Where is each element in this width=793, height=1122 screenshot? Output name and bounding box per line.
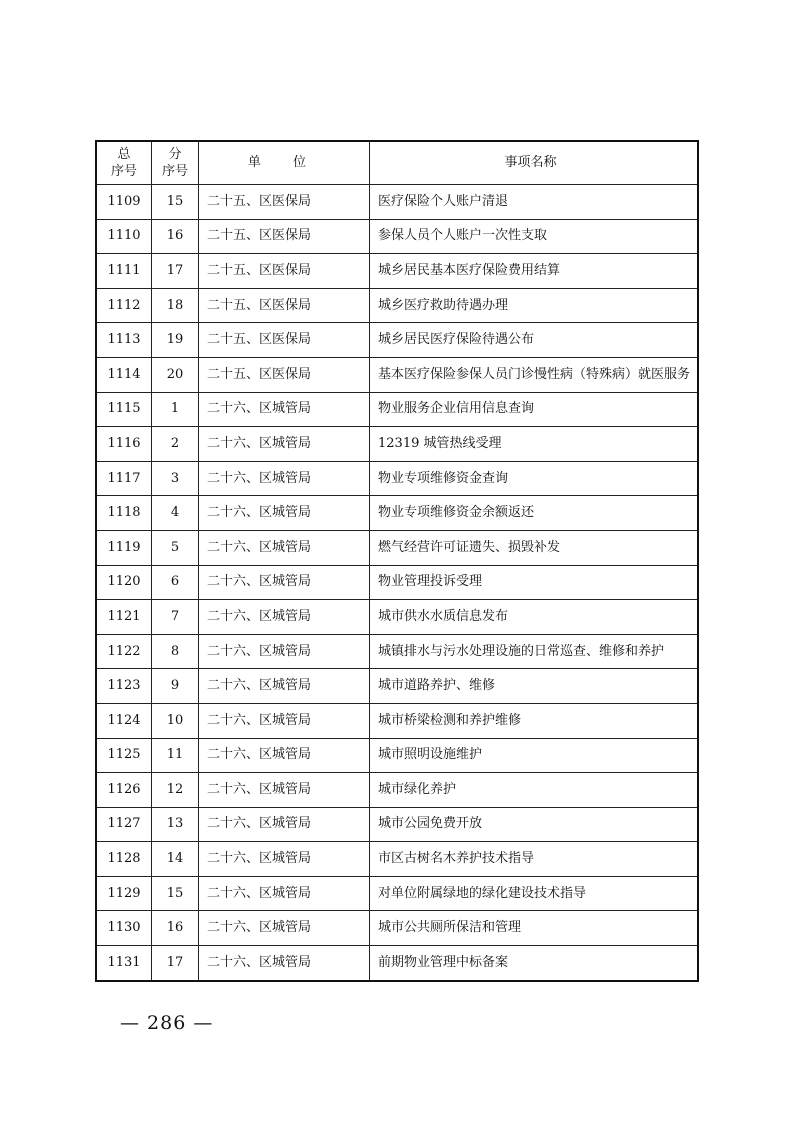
cell-sub-no: 6 [152,565,199,600]
cell-total-no: 1123 [96,669,152,704]
cell-total-no: 1131 [96,946,152,981]
table-row [96,703,698,738]
cell-unit: 二十六、区城管局 [199,565,370,600]
cell-unit: 二十六、区城管局 [199,669,370,704]
cell-sub-no: 2 [152,427,199,462]
cell-total-no: 1110 [96,219,152,254]
table-row [96,357,698,392]
cell-total-no: 1130 [96,911,152,946]
table-row [96,530,698,565]
cell-sub-no: 20 [152,357,199,392]
cell-sub-no: 16 [152,219,199,254]
cell-unit: 二十六、区城管局 [199,876,370,911]
cell-unit: 二十五、区医保局 [199,323,370,358]
cell-unit: 二十六、区城管局 [199,392,370,427]
cell-total-no: 1114 [96,357,152,392]
cell-item-name: 城市照明设施维护 [370,738,699,773]
cell-unit: 二十五、区医保局 [199,288,370,323]
cell-total-no: 1115 [96,392,152,427]
cell-total-no: 1112 [96,288,152,323]
table-row [96,288,698,323]
service-items-table [95,140,699,982]
cell-unit: 二十六、区城管局 [199,530,370,565]
cell-sub-no: 14 [152,842,199,877]
cell-unit: 二十六、区城管局 [199,461,370,496]
cell-unit: 二十六、区城管局 [199,600,370,635]
cell-item-name: 前期物业管理中标备案 [370,946,699,981]
cell-item-name: 城市道路养护、维修 [370,669,699,704]
cell-item-name: 市区古树名木养护技术指导 [370,842,699,877]
cell-item-name: 城镇排水与污水处理设施的日常巡查、维修和养护 [370,634,699,669]
cell-sub-no: 7 [152,600,199,635]
table-row [96,807,698,842]
cell-total-no: 1126 [96,773,152,808]
cell-sub-no: 13 [152,807,199,842]
cell-item-name: 城市公园免费开放 [370,807,699,842]
cell-unit: 二十六、区城管局 [199,807,370,842]
table-row [96,842,698,877]
cell-unit: 二十六、区城管局 [199,911,370,946]
cell-total-no: 1122 [96,634,152,669]
cell-unit: 二十六、区城管局 [199,842,370,877]
cell-total-no: 1118 [96,496,152,531]
cell-item-name: 物业服务企业信用信息查询 [370,392,699,427]
cell-unit: 二十五、区医保局 [199,185,370,220]
cell-total-no: 1129 [96,876,152,911]
cell-item-name: 参保人员个人账户一次性支取 [370,219,699,254]
cell-unit: 二十五、区医保局 [199,357,370,392]
cell-total-no: 1111 [96,254,152,289]
cell-total-no: 1127 [96,807,152,842]
header-item-name: 事项名称 [370,141,699,185]
cell-sub-no: 10 [152,703,199,738]
cell-sub-no: 3 [152,461,199,496]
table-row [96,496,698,531]
cell-total-no: 1119 [96,530,152,565]
cell-total-no: 1128 [96,842,152,877]
table-row [96,219,698,254]
cell-sub-no: 1 [152,392,199,427]
cell-item-name: 城乡医疗救助待遇办理 [370,288,699,323]
cell-unit: 二十六、区城管局 [199,738,370,773]
table-row [96,876,698,911]
header-total-no: 总 序号 [96,141,152,185]
cell-item-name: 城市公共厕所保洁和管理 [370,911,699,946]
header-sub-no: 分 序号 [152,141,199,185]
cell-sub-no: 5 [152,530,199,565]
cell-sub-no: 15 [152,185,199,220]
cell-sub-no: 16 [152,911,199,946]
cell-sub-no: 9 [152,669,199,704]
cell-total-no: 1116 [96,427,152,462]
cell-unit: 二十六、区城管局 [199,634,370,669]
cell-item-name: 12319 城管热线受理 [370,427,699,462]
cell-unit: 二十六、区城管局 [199,427,370,462]
cell-sub-no: 17 [152,946,199,981]
cell-item-name: 城乡居民基本医疗保险费用结算 [370,254,699,289]
table-row [96,946,698,981]
cell-sub-no: 15 [152,876,199,911]
cell-item-name: 城乡居民医疗保险待遇公布 [370,323,699,358]
cell-item-name: 城市供水水质信息发布 [370,600,699,635]
table-row [96,738,698,773]
table-row [96,254,698,289]
cell-unit: 二十六、区城管局 [199,496,370,531]
page-number: — 286 — [120,1012,214,1034]
cell-sub-no: 18 [152,288,199,323]
cell-sub-no: 19 [152,323,199,358]
table-row [96,634,698,669]
cell-item-name: 物业管理投诉受理 [370,565,699,600]
table-row [96,185,698,220]
cell-total-no: 1120 [96,565,152,600]
cell-unit: 二十六、区城管局 [199,773,370,808]
cell-total-no: 1124 [96,703,152,738]
cell-item-name: 医疗保险个人账户清退 [370,185,699,220]
cell-sub-no: 8 [152,634,199,669]
cell-item-name: 燃气经营许可证遗失、损毁补发 [370,530,699,565]
cell-item-name: 对单位附属绿地的绿化建设技术指导 [370,876,699,911]
table-row [96,427,698,462]
cell-item-name: 物业专项维修资金查询 [370,461,699,496]
cell-sub-no: 11 [152,738,199,773]
cell-sub-no: 12 [152,773,199,808]
header-unit: 单 位 [199,141,370,185]
table-row [96,461,698,496]
cell-unit: 二十五、区医保局 [199,254,370,289]
cell-unit: 二十五、区医保局 [199,219,370,254]
table-row [96,392,698,427]
cell-total-no: 1121 [96,600,152,635]
cell-unit: 二十六、区城管局 [199,703,370,738]
table-row [96,911,698,946]
cell-sub-no: 4 [152,496,199,531]
cell-item-name: 城市绿化养护 [370,773,699,808]
table-body [96,185,698,981]
cell-total-no: 1125 [96,738,152,773]
cell-item-name: 城市桥梁检测和养护维修 [370,703,699,738]
table-row [96,773,698,808]
cell-total-no: 1113 [96,323,152,358]
table-row [96,323,698,358]
cell-item-name: 物业专项维修资金余额返还 [370,496,699,531]
table-row [96,600,698,635]
cell-item-name: 基本医疗保险参保人员门诊慢性病（特殊病）就医服务 [370,357,699,392]
table-row [96,565,698,600]
table-row [96,669,698,704]
cell-unit: 二十六、区城管局 [199,946,370,981]
cell-total-no: 1109 [96,185,152,220]
cell-sub-no: 17 [152,254,199,289]
table-header-row [96,141,698,185]
cell-total-no: 1117 [96,461,152,496]
